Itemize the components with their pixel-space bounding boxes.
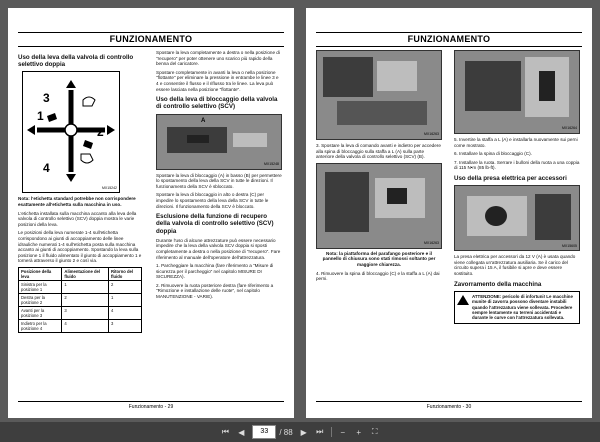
table-cell: Avanti per la posizione 3 bbox=[19, 306, 62, 319]
step-item: 5. Invertire la staffa a L (A) e installarla nuovamente sui perni come mostrato. bbox=[454, 137, 578, 148]
left-column-2 bbox=[156, 50, 282, 303]
figure-id: MX16263 bbox=[424, 241, 439, 246]
left-column-1 bbox=[18, 50, 144, 333]
table-cell: 3 bbox=[62, 306, 109, 319]
last-page-icon[interactable]: ⏭ bbox=[316, 427, 324, 436]
diagram-label-2: 2 bbox=[97, 125, 104, 140]
paragraph: Durante l'uso di alcune attrezzature può essere necessario impedire che la leva della valvola SCV doppia si sposti completamente a destra o nella posizione di "recupero". Fare riferimento al manuale dell'operatore dell'attrezzatura. bbox=[156, 237, 281, 260]
table-cell: Indietro per la posizione 4 bbox=[19, 319, 62, 332]
lever-position-diagram bbox=[22, 71, 120, 193]
table-header: Alimentazione del fluido bbox=[62, 267, 109, 280]
scv-valve-photo-1 bbox=[316, 50, 442, 140]
figure-id: MX15605 bbox=[562, 243, 577, 248]
note-label-mismatch: Nota: l'etichetta standard potrebbe non corrispondere esattamente all'etichetta sulla macchina in uso. bbox=[18, 196, 136, 207]
table-cell: 4 bbox=[108, 306, 141, 319]
paragraph: Spostare la leva completamente a destra o nella posizione di "recupero" per poter ottenere uno scarico più rapido della benna del caricatore. bbox=[156, 50, 280, 67]
l-bracket-photo bbox=[454, 50, 580, 134]
lock-lever-photo bbox=[156, 114, 282, 170]
page-navigator bbox=[252, 425, 292, 439]
fullscreen-icon[interactable]: ⛶ bbox=[371, 427, 378, 436]
photo-callout-a: A bbox=[201, 117, 206, 124]
table-cell: Sinistra per la posizione 1 bbox=[19, 280, 62, 293]
step-item: 7. Installare la ruota. Serrare i bulloni della ruota a una coppia di 115 N•m (85 lb-ft). bbox=[454, 159, 580, 171]
next-page-icon[interactable]: ▶ bbox=[300, 427, 307, 437]
page-total: / 88 bbox=[279, 427, 293, 437]
table-cell: Destra per la posizione 2 bbox=[19, 293, 62, 306]
table-row bbox=[19, 293, 142, 306]
lever-position-table bbox=[18, 267, 142, 333]
table-header: Posizione della leva bbox=[19, 267, 62, 280]
bullet-item: Spostare la leva di bloccaggio in alto o destra (C) per impedire lo spostamento della leva della SCV in tutte le direzioni. Il funzionamento della SCV è bloccato. bbox=[156, 192, 269, 209]
right-column-2 bbox=[454, 50, 580, 324]
table-row bbox=[19, 306, 142, 319]
table-cell: 1 bbox=[108, 293, 141, 306]
figure-id: MX16264 bbox=[562, 126, 577, 131]
left-page bbox=[8, 8, 294, 418]
bullet-item: Spostare la leva di bloccaggio (A) in basso (B) per permettere lo spostamento della leva della SCV in tutte le direzioni. Il funzionamento della SCV è sbloccato. bbox=[156, 172, 282, 189]
diagram-label-1: 1 bbox=[37, 109, 44, 124]
warning-triangle-icon bbox=[457, 295, 469, 305]
viewer-toolbar bbox=[0, 422, 600, 442]
section-heading-power-outlet: Uso della presa elettrica per accessori bbox=[454, 174, 567, 182]
section-heading-dual-scv: Uso della leva della valvola di controllo selettivo doppia bbox=[18, 54, 134, 69]
right-page bbox=[306, 8, 592, 418]
figure-id: MX15242 bbox=[102, 185, 117, 190]
section-heading-recovery-exclusion: Esclusione della funzione di recupero della valvola di controllo selettivo (SCV) doppia bbox=[156, 213, 274, 235]
zoom-out-icon[interactable]: − bbox=[340, 427, 345, 437]
previous-page-icon[interactable]: ◀ bbox=[238, 427, 245, 437]
warning-box bbox=[454, 291, 580, 324]
power-outlet-photo bbox=[454, 185, 580, 251]
diagram-label-4: 4 bbox=[43, 161, 50, 176]
step-item: 2. Rimuovere la ruota posteriore destra (fare riferimento a "Rimozione e installazione delle ruote", nel capitolo MANUTENZIONE - VARIE). bbox=[156, 282, 274, 300]
diagram-label-3: 3 bbox=[43, 91, 50, 106]
page-number-input[interactable]: 33 bbox=[252, 425, 276, 439]
first-page-icon[interactable]: ⏮ bbox=[221, 427, 229, 436]
step-item: 4. Rimuovere la spina di bloccaggio (C) e la staffa a L (A) dai perni. bbox=[316, 270, 440, 282]
paragraph: Spostare completamente in avanti la leva o nella posizione "flottante" per eliminare la pressione in entrambe le linee 3 e 4 e consentire il flusso e il riflusso tra le linee. La leva può essere lasciata nella posizione "flottante". bbox=[156, 69, 279, 92]
figure-id: MX15248 bbox=[264, 161, 279, 166]
paragraph: La presa elettrica per accessori da 12 V (A) è usata quando viene collegata un'attrezzatura ausiliaria. Se il carico del circuito supera i 15 A, il fusibile si apre e deve essere sostituito. bbox=[454, 254, 576, 276]
warning-text: ATTENZIONE: pericolo di infortuni! Le macchine munite di zavorra possono diventare instabili quando l'attrezzatura viene sollevata. Procedere sempre lentamente su terreni accidentati e durante le curve con l'attrezzatura sollevata. bbox=[472, 293, 573, 321]
table-row bbox=[19, 280, 142, 293]
section-heading-lock-lever: Uso della leva di bloccaggio della valvola di controllo selettivo (SCV) bbox=[156, 96, 278, 111]
step-item: 3. Spostare la leva di comando avanti e indietro per accedere alla spina di bloccaggio sulla staffa a L (A) sulla parte anteriore della valvola di controllo selettivo (SCV) (B). bbox=[316, 143, 441, 160]
step-item: 6. Installare la spina di bloccaggio (C). bbox=[454, 151, 532, 157]
page-header: FUNZIONAMENTO bbox=[18, 32, 284, 47]
zoom-in-icon[interactable]: + bbox=[356, 427, 361, 437]
table-cell: 2 bbox=[62, 293, 109, 306]
table-cell: 2 bbox=[108, 280, 141, 293]
figure-id: MX16263 bbox=[424, 132, 439, 137]
page-footer: Funzionamento - 29 bbox=[18, 401, 284, 410]
table-row bbox=[19, 319, 142, 332]
paragraph: L'etichetta installata sulla macchina accanto alla leva della valvola di controllo selettivo (SCV) doppia mostra le varie posizioni della leva. bbox=[18, 210, 137, 227]
table-cell: 3 bbox=[108, 319, 141, 332]
table-header: Ritorno del fluido bbox=[108, 267, 141, 280]
page-footer: Funzionamento - 30 bbox=[316, 401, 582, 410]
note-panels-removed: Nota: la piattaforma del parafango posteriore e il pannello di chiusura sono stati rimossi soltanto per maggiore chiarezza. bbox=[322, 250, 436, 267]
table-cell: 4 bbox=[62, 319, 109, 332]
table-cell: 1 bbox=[62, 280, 109, 293]
section-heading-ballast: Zavorramento della macchina bbox=[454, 280, 542, 288]
page-header: FUNZIONAMENTO bbox=[316, 32, 582, 47]
step-item: 1. Parcheggiare la macchina (fare riferimento a "Misure di sicurezza per il parcheggio" nel capitolo MISURE DI SICUREZZA). bbox=[156, 263, 274, 280]
scv-valve-photo-2 bbox=[316, 163, 442, 249]
right-column-1 bbox=[316, 50, 442, 285]
paragraph: Le posizioni della leva numerate 1-4 sull'etichetta corrispondono ai giunti di accoppiamento delle linee idrauliche numerati 1-4 sull'etichetta posta sulla macchina accanto ai giunti di accoppiamento. Spostando la leva sulla posizione 1 il fluido alimentato il giunto di accoppiamento 1 e tornerà attraverso il giunto 2 e così via. bbox=[18, 230, 142, 264]
table-header-row bbox=[19, 267, 142, 280]
lever-cross-diagram bbox=[23, 72, 119, 192]
